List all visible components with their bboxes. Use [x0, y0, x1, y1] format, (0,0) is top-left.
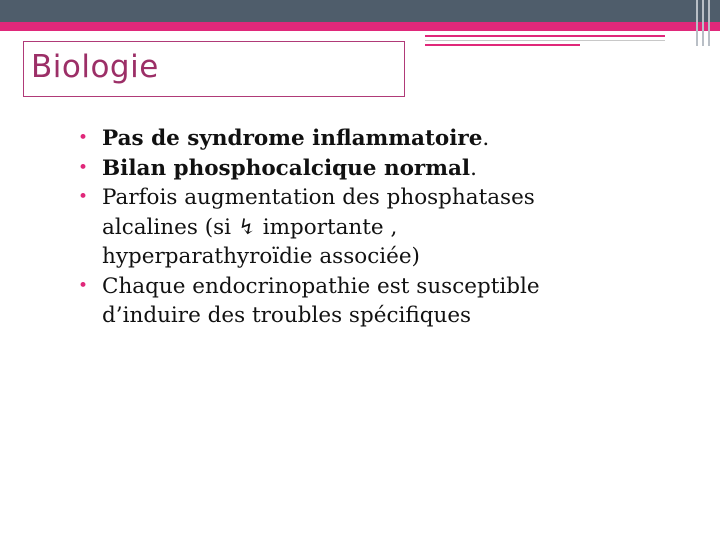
- bullet-text: Bilan phosphocalcique normal: [102, 155, 471, 181]
- bullet-icon: •: [78, 187, 89, 207]
- header-accent-line-short: [425, 44, 580, 46]
- title-box: [23, 41, 405, 97]
- bullet-list: [78, 124, 662, 331]
- header-stripe: [708, 0, 710, 46]
- bullet-line: hyperparathyroïdie associée): [102, 244, 420, 269]
- header-dark-band: [0, 0, 720, 22]
- header-accent-line: [425, 35, 665, 37]
- slide-title: Biologie: [31, 49, 159, 85]
- bullet-icon: •: [78, 275, 89, 296]
- bullet-line: Chaque endocrinopathie est susceptible: [102, 273, 540, 299]
- bullet-icon: •: [78, 157, 89, 178]
- list-item: [78, 183, 662, 272]
- list-item: [78, 154, 662, 184]
- bullet-suffix: .: [482, 126, 490, 151]
- bullet-icon: •: [78, 128, 89, 148]
- list-item: [78, 124, 662, 154]
- header-stripe: [696, 0, 698, 46]
- bullet-line: Parfois augmentation des phosphatases: [102, 185, 535, 210]
- header-accent-band: [0, 22, 720, 31]
- header-stripe: [702, 0, 704, 46]
- bullet-suffix: .: [470, 155, 477, 181]
- bullet-line: alcalines (si ↯ importante ,: [102, 214, 398, 240]
- header-gray-line: [425, 40, 665, 41]
- bullet-text: Pas de syndrome inflammatoire: [102, 126, 483, 151]
- list-item: [78, 272, 662, 331]
- bullet-line: d’induire des troubles spécifiques: [102, 303, 472, 328]
